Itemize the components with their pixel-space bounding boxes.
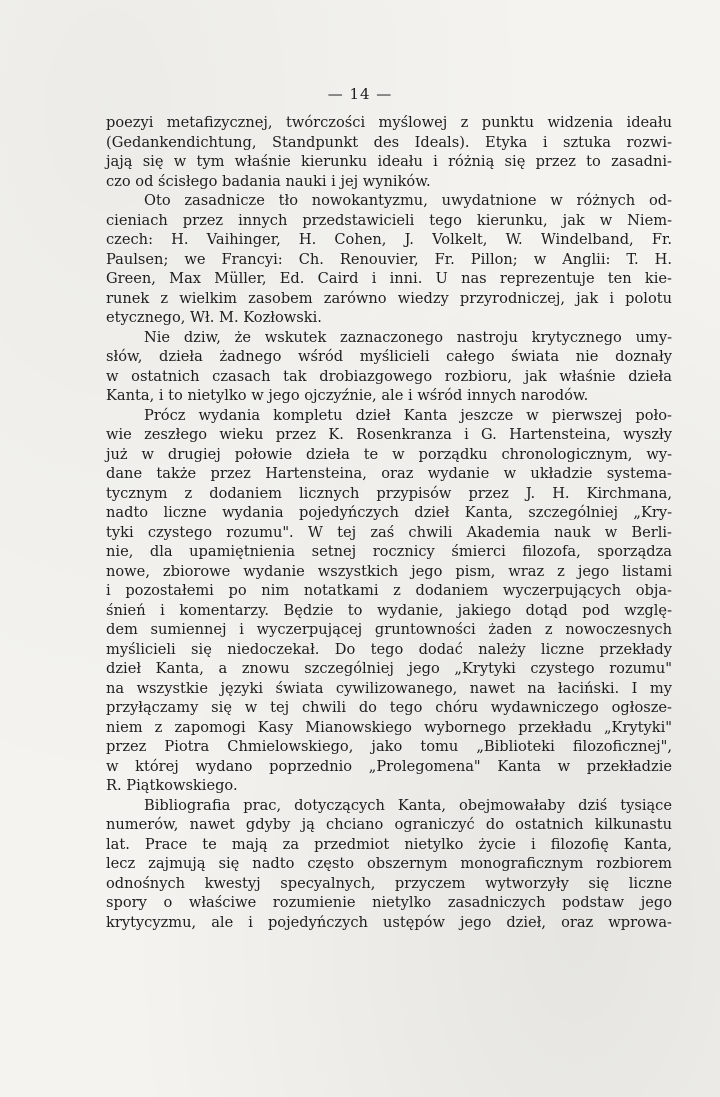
text-line: dane także przez Hartensteina, oraz wydanie w układzie systema- bbox=[106, 465, 672, 482]
text-line: krytycyzmu, ale i pojedyńczych ustępów jego dzieł, oraz wprowa- bbox=[106, 913, 672, 931]
text-line: nadto liczne wydania pojedyńczych dzieł Kanta, szczególniej „Kry- bbox=[106, 504, 672, 521]
text-line: R. Piątkowskiego. bbox=[106, 777, 238, 794]
text-line: śnień i komentarzy. Będzie to wydanie, jakiego dotąd pod wzglę- bbox=[106, 601, 672, 619]
text-line: lecz zajmują się nadto często obszernym monograficznym rozbiorem bbox=[106, 855, 672, 872]
text-line: dem sumiennej i wyczerpującej gruntowności żaden z nowoczesnych bbox=[106, 621, 672, 638]
text-line: poezyi metafizycznej, twórczości myślowej z punktu widzenia ideału bbox=[106, 114, 672, 131]
text-line: przyłączamy się w tej chwili do tego chóru wydawniczego ogłosze- bbox=[106, 699, 672, 716]
text-line: Nie dziw, że wskutek zaznaczonego nastroju krytycznego umy- bbox=[144, 328, 672, 346]
page-number: — 14 — bbox=[327, 85, 393, 103]
text-line: tycznym z dodaniem licznych przypisów przez J. H. Kirchmana, bbox=[106, 484, 672, 502]
text-line: niem z zapomogi Kasy Mianowskiego wybornego przekładu „Krytyki" bbox=[106, 718, 672, 736]
text-line: myślicieli się niedoczekał. Do tego dodać należy liczne przekłady bbox=[106, 640, 672, 658]
text-line: dzieł Kanta, a znowu szczególniej jego „Krytyki czystego rozumu" bbox=[106, 660, 672, 677]
text-line: słów, dzieła żadnego wśród myślicieli całego świata nie doznały bbox=[106, 348, 672, 365]
text-line: lat. Prace te mają za przedmiot nietylko życie i filozofię Kanta, bbox=[106, 835, 672, 853]
text-line: Prócz wydania kompletu dzieł Kanta jeszcze w pierwszej poło- bbox=[144, 406, 672, 424]
text-line: na wszystkie języki świata cywilizowanego, nawet na łaciński. I my bbox=[106, 679, 672, 697]
text-line: już w drugiej połowie dzieła te w porządku chronologicznym, wy- bbox=[106, 445, 672, 463]
text-line: runek z wielkim zasobem zarówno wiedzy przyrodniczej, jak i polotu bbox=[106, 289, 672, 307]
text-line: Kanta, i to nietylko w jego ojczyźnie, ale i wśród innych narodów. bbox=[106, 387, 589, 404]
text-line: czech: H. Vaihinger, H. Cohen, J. Volkelt, W. Windelband, Fr. bbox=[106, 231, 672, 248]
text-line: jają się w tym właśnie kierunku ideału i różnią się przez to zasadni- bbox=[106, 153, 672, 170]
text-line: odnośnych kwestyj specyalnych, przyczem wytworzyły się liczne bbox=[106, 874, 672, 892]
text-line: cieniach przez innych przedstawicieli tego kierunku, jak w Niem- bbox=[106, 211, 672, 229]
text-line: i pozostałemi po nim notatkami z dodaniem wyczerpujących obja- bbox=[106, 582, 672, 599]
text-line: numerów, nawet gdyby ją chciano ograniczyć do ostatnich kilkunastu bbox=[106, 816, 672, 833]
text-line: (Gedankendichtung, Standpunkt des Ideals). Etyka i sztuka rozwi- bbox=[106, 133, 672, 151]
text-line: Bibliografia prac, dotyczących Kanta, obejmowałaby dziś tysiące bbox=[144, 796, 672, 814]
text-line: nie, dla upamiętnienia setnej rocznicy śmierci filozofa, sporządza bbox=[106, 543, 672, 560]
text-line: Green, Max Müller, Ed. Caird i inni. U nas reprezentuje ten kie- bbox=[106, 270, 672, 287]
body-text bbox=[106, 113, 672, 932]
text-line: tyki czystego rozumu". W tej zaś chwili Akademia nauk w Berli- bbox=[106, 523, 672, 541]
text-line: czo od ścisłego badania nauki i jej wyników. bbox=[106, 172, 431, 190]
text-line: Paulsen; we Francyi: Ch. Renouvier, Fr. Pillon; w Anglii: T. H. bbox=[106, 250, 672, 268]
text-line: w której wydano poprzednio „Prolegomena" Kanta w przekładzie bbox=[106, 757, 672, 775]
text-line: nowe, zbiorowe wydanie wszystkich jego pism, wraz z jego listami bbox=[106, 562, 672, 580]
text-line: spory o właściwe rozumienie nietylko zasadniczych podstaw jego bbox=[106, 894, 672, 911]
text-line: Oto zasadnicze tło nowokantyzmu, uwydatnione w różnych od- bbox=[144, 192, 672, 209]
text-line: w ostatnich czasach tak drobiazgowego rozbioru, jak właśnie dzieła bbox=[106, 367, 672, 385]
text-line: wie zeszłego wieku przez K. Rosenkranza i G. Hartensteina, wyszły bbox=[106, 426, 672, 443]
text-line: etycznego, Wł. M. Kozłowski. bbox=[106, 309, 322, 326]
text-line: przez Piotra Chmielowskiego, jako tomu „Biblioteki filozoficznej", bbox=[106, 738, 672, 755]
